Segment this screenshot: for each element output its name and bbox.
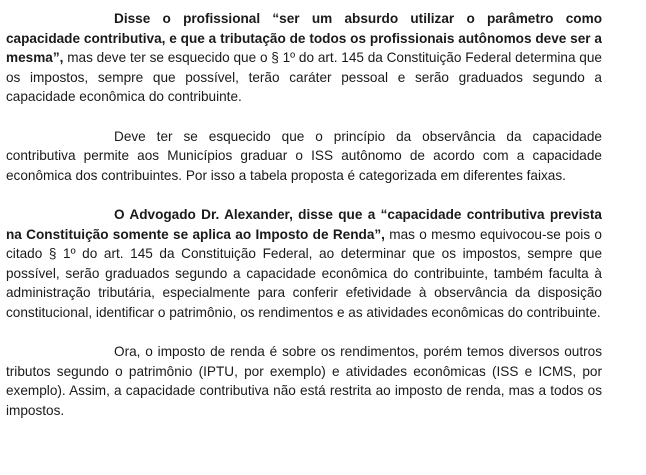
paragraph-2 (6, 127, 602, 186)
paragraph-3 (6, 205, 602, 323)
paragraph-1-bold: Disse o profissional “ser um absurdo utilizar o parâmetro como capacidade contributiva, e que a tributação de todos os profissionais autônomos deve ser a mesma”, (6, 11, 602, 66)
paragraph-3-text: mas o mesmo equivocou-se pois o citado § 1º do art. 145 da Constituição Federal, ao determinar que os impostos, sempre que possível, serão graduados segundo a capacidade econômica do contribuinte, também faculta à administração tributária, especialmente para conferir efetividade à observância da disposição constitucional, identificar o patrimônio, os rendimentos e as atividades econômicas do contribuinte. (6, 226, 602, 320)
paragraph-1 (6, 9, 602, 107)
paragraph-2-text: Deve ter se esquecido que o princípio da observância da capacidade contributiva permite aos Municípios graduar o ISS autônomo de acordo com a capacidade econômica dos contribuintes. Por isso a tabela proposta é categorizada em diferentes faixas. (6, 128, 602, 183)
paragraph-3-bold: O Advogado Dr. Alexander, disse que a “capacidade contributiva prevista na Constituição somente se aplica ao Imposto de Renda”, (6, 206, 602, 242)
paragraph-4 (6, 342, 602, 420)
document-page (6, 9, 602, 420)
paragraph-4-text: Ora, o imposto de renda é sobre os rendimentos, porém temos diversos outros tributos segundo o patrimônio (IPTU, por exemplo) e atividades econômicas (ISS e ICMS, por exemplo). Assim, a capacidade contributiva não está restrita ao imposto de renda, mas a todos os impostos. (6, 344, 602, 418)
paragraph-1-text: mas deve ter se esquecido que o § 1º do art. 145 da Constituição Federal determina que os impostos, sempre que possível, terão caráter pessoal e serão graduados segundo a capacidade econômica do contribuinte. (6, 50, 602, 105)
